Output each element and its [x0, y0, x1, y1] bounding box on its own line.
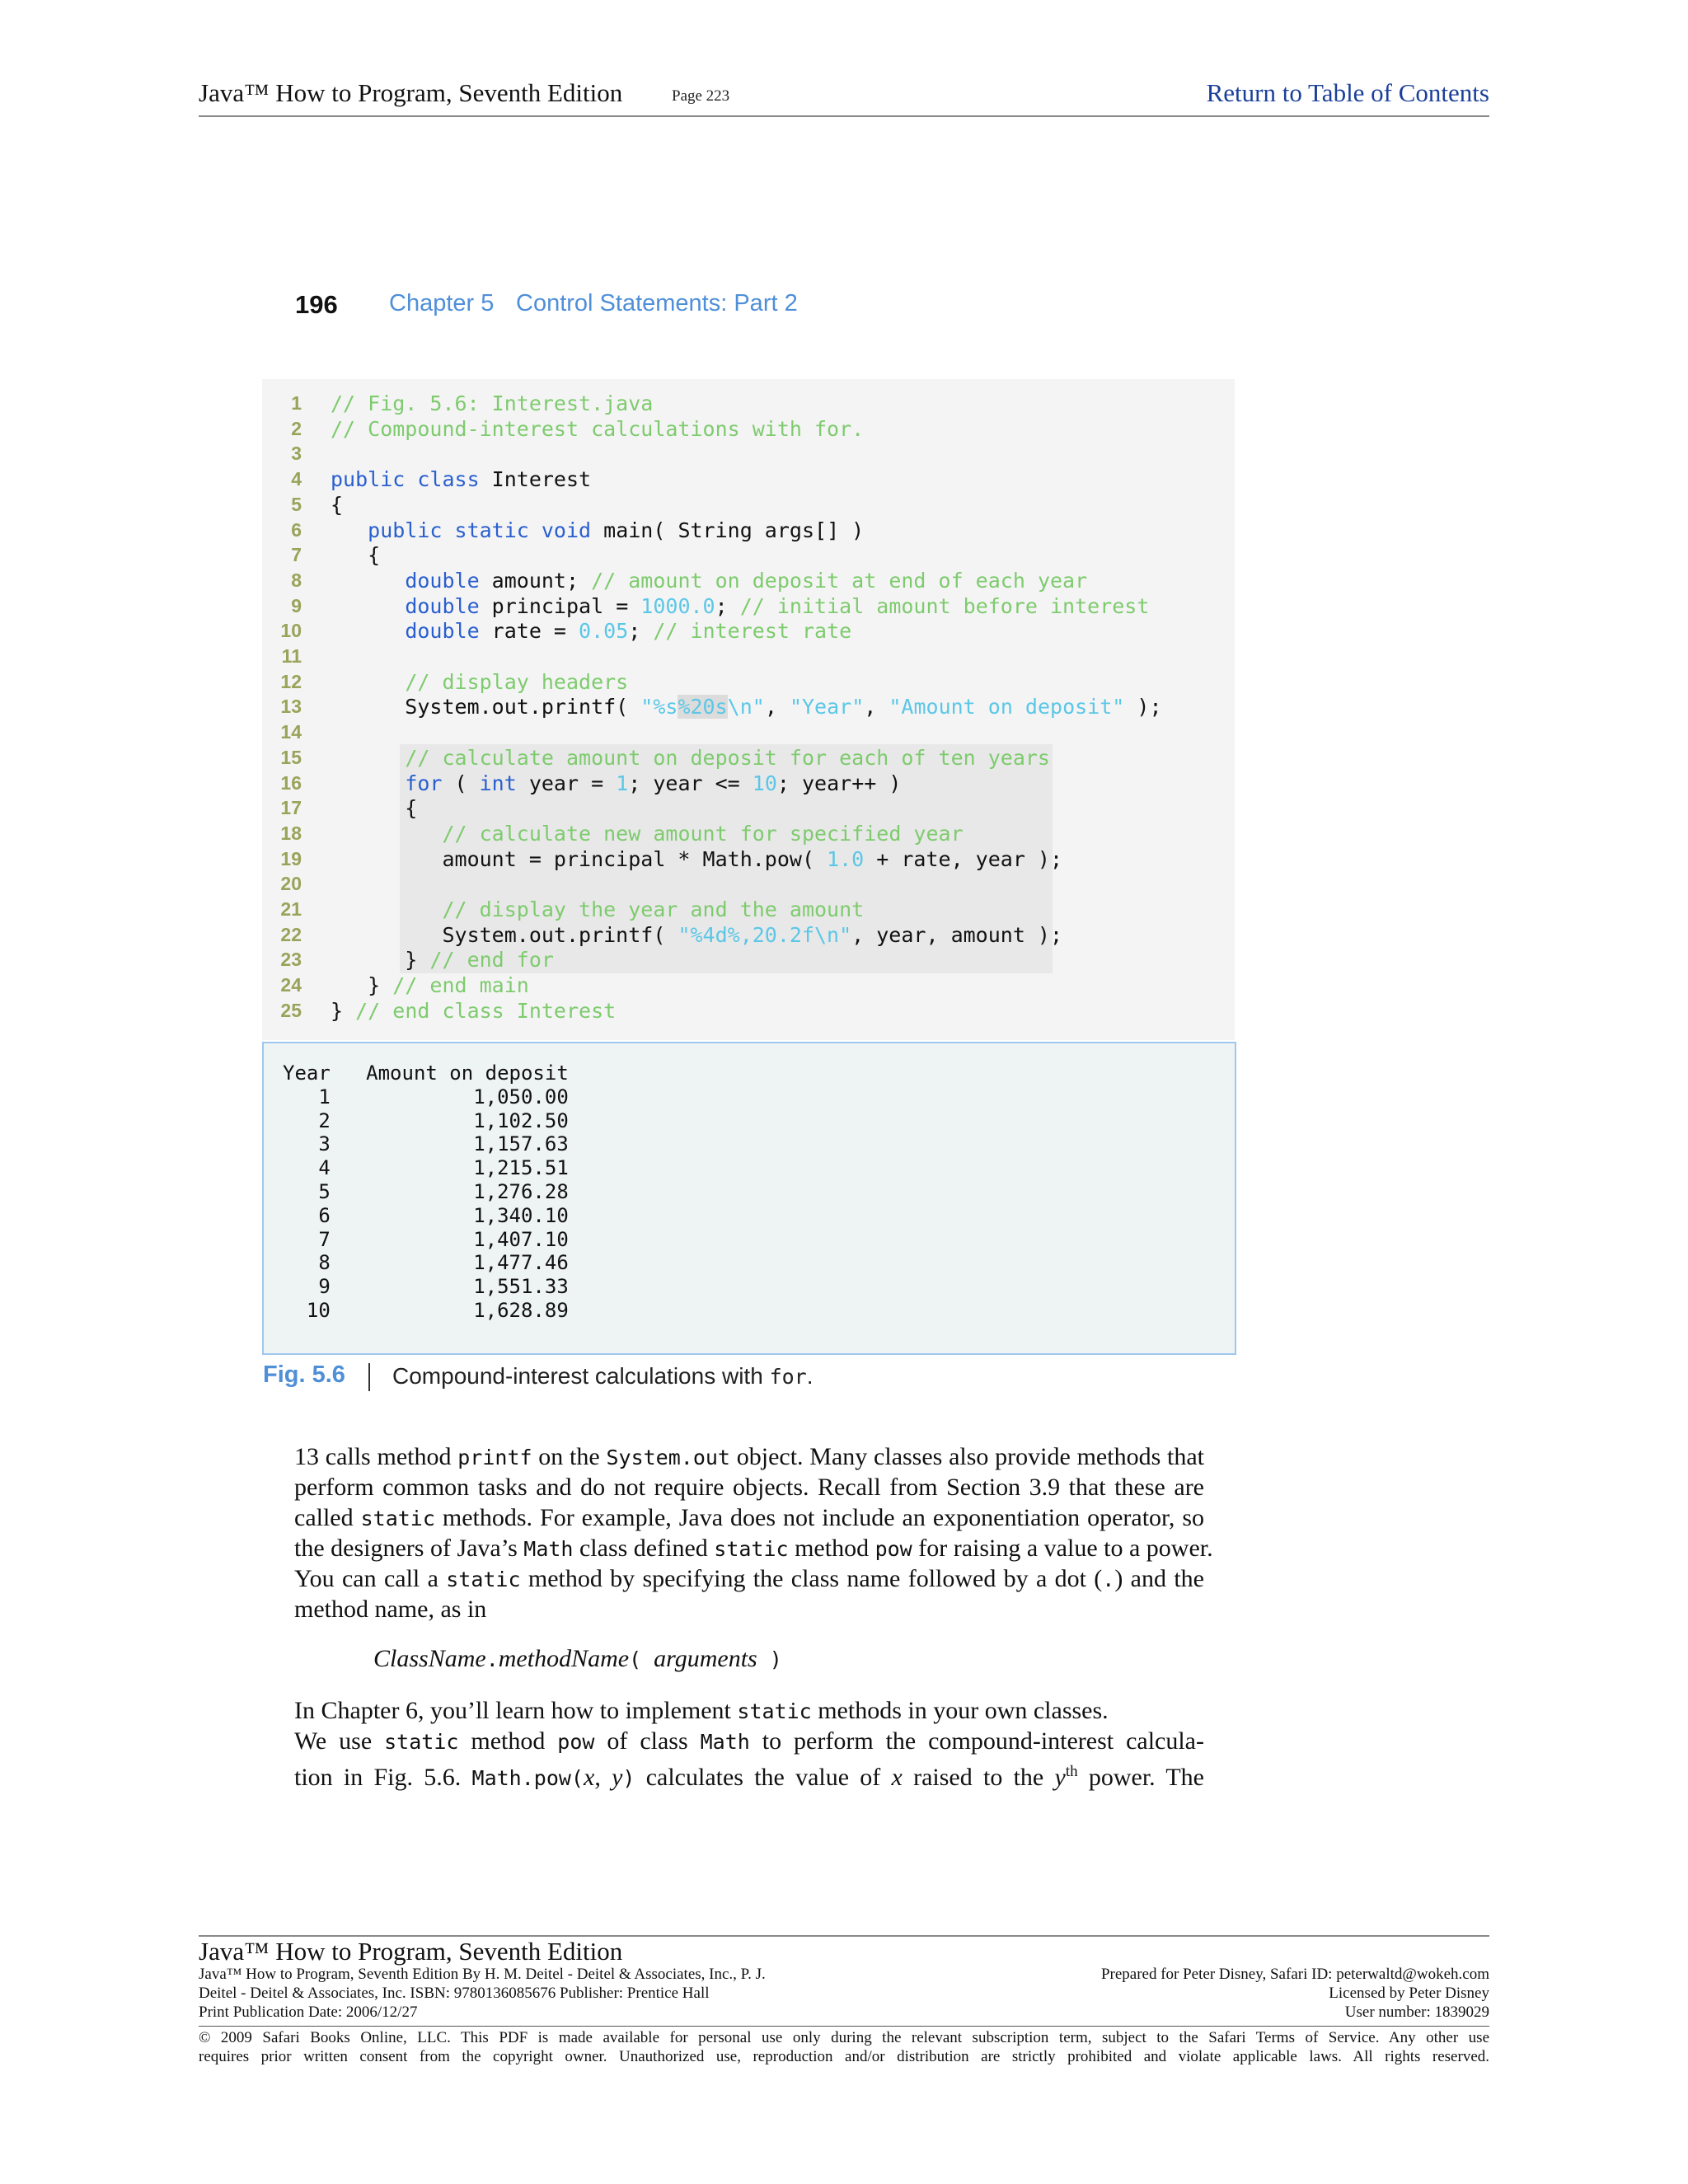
- code-token: + rate, year );: [864, 846, 1063, 871]
- code-line: [331, 923, 1062, 949]
- code-token: amount = principal * Math.pow(: [331, 846, 828, 871]
- chapter-title: Control Statements: Part 2: [516, 290, 798, 316]
- output-line: 7 1,407.10: [283, 1227, 569, 1251]
- text-run: ) and the: [1114, 1564, 1204, 1592]
- text-run: the designers of Java’s: [294, 1534, 524, 1562]
- output-line: 3 1,157.63: [283, 1132, 569, 1156]
- code-line: [331, 467, 591, 493]
- code-token: for: [405, 771, 443, 795]
- page-indicator: Page 223: [672, 87, 730, 105]
- code-token: ; year++ ): [776, 771, 902, 795]
- code-token: %20s: [678, 695, 728, 719]
- code-token: int: [479, 771, 517, 795]
- code-line: [331, 391, 653, 417]
- code-token: // display headers: [405, 669, 629, 694]
- code-line: [331, 518, 864, 544]
- code-token: // end class Interest: [355, 998, 617, 1023]
- caption-end: .: [806, 1363, 814, 1389]
- code-token: }: [331, 998, 356, 1023]
- text-run: calculates the value of: [635, 1763, 892, 1791]
- text-run: y: [1054, 1763, 1066, 1791]
- text-run: You can call a: [294, 1564, 447, 1592]
- code-token: {: [331, 492, 344, 517]
- code-token: );: [1124, 695, 1162, 719]
- line-number: 7: [291, 544, 302, 566]
- text-run: method: [788, 1534, 875, 1562]
- code-token: [331, 746, 405, 770]
- code-token: year =: [516, 771, 617, 795]
- code-token: [331, 594, 405, 618]
- line-number: 24: [280, 974, 302, 996]
- document-title: Java™ How to Program, Seventh Edition: [199, 78, 623, 107]
- code-token: 1: [616, 771, 629, 795]
- code-token: double: [405, 568, 480, 593]
- code-token: \n": [727, 695, 765, 719]
- output-line: 5 1,276.28: [283, 1180, 569, 1203]
- body-line: [294, 1563, 1204, 1595]
- line-number: 12: [280, 670, 302, 692]
- line-number: 10: [280, 620, 302, 642]
- code-token: [331, 898, 442, 921]
- code-token: (: [442, 771, 480, 795]
- body-line: [373, 1643, 782, 1675]
- code-token: Interest: [479, 467, 592, 492]
- text-run: method name, as in: [294, 1595, 487, 1623]
- text-run: raised to the: [902, 1763, 1055, 1791]
- line-number: 21: [280, 898, 302, 920]
- code-token: ; year <=: [628, 771, 753, 795]
- line-number: 14: [280, 721, 302, 743]
- text-run: 13 calls method: [294, 1443, 458, 1470]
- code-token: 1000.0: [640, 593, 715, 618]
- code-line: [331, 670, 628, 696]
- code-token: public class: [331, 467, 480, 492]
- text-run: methodName: [498, 1645, 630, 1672]
- footer-right-line: User number: 1839029: [1344, 2004, 1489, 2021]
- code-line: [331, 771, 901, 797]
- text-run: of class: [594, 1727, 701, 1755]
- line-number: 22: [280, 923, 302, 945]
- code-token: // calculate amount on deposit for each of ten years: [405, 745, 1050, 770]
- code-token: [331, 619, 405, 643]
- text-run: object. Many classes also provide methods that: [729, 1443, 1204, 1470]
- code-token: ,: [864, 695, 889, 719]
- copyright-line: © 2009 Safari Books Online, LLC. This PDF is made available for personal use only during the relevant subscription term, subject to the Safari Terms of Service. Any other use: [199, 2029, 1489, 2046]
- code-token: // end main: [392, 973, 529, 998]
- text-run: th: [1065, 1762, 1078, 1780]
- output-line: 10 1,628.89: [283, 1299, 569, 1322]
- body-line: [294, 1695, 1204, 1727]
- code-line: [331, 948, 554, 973]
- caption-separator: [368, 1363, 370, 1391]
- code-token: }: [331, 973, 393, 998]
- code-token: // initial amount before interest: [739, 593, 1150, 618]
- text-run: static: [384, 1729, 459, 1754]
- text-run: .: [485, 1647, 499, 1671]
- text-run: pow: [557, 1729, 595, 1754]
- line-number: 5: [291, 493, 302, 515]
- code-token: // calculate new amount for specified year: [442, 821, 964, 846]
- code-token: [331, 569, 405, 593]
- text-run: ): [622, 1765, 635, 1790]
- code-token: // Fig. 5.6: Interest.java: [331, 391, 654, 415]
- code-token: public static void: [368, 518, 592, 542]
- code-token: [331, 518, 368, 542]
- footer-rule: [199, 2026, 1489, 2027]
- text-run: arguments: [654, 1645, 757, 1672]
- code-token: double: [405, 593, 480, 618]
- code-token: [331, 771, 405, 795]
- code-line: [331, 543, 380, 569]
- line-number: 15: [280, 746, 302, 768]
- line-number: 13: [280, 696, 302, 718]
- text-run: static: [446, 1567, 521, 1591]
- line-number: 17: [280, 797, 302, 819]
- line-number: 23: [280, 949, 302, 971]
- code-token: // interest rate: [653, 619, 852, 644]
- line-number: 3: [291, 443, 302, 465]
- text-run: tion in Fig. 5.6.: [294, 1763, 472, 1791]
- chapter-label: Chapter 5: [389, 290, 495, 316]
- body-line: [294, 1726, 1204, 1757]
- text-run: to perform the compound-interest calcula-: [749, 1727, 1204, 1755]
- code-line: [331, 695, 1162, 720]
- code-token: System.out.printf(: [331, 922, 678, 947]
- footer-left-line: Java™ How to Program, Seventh Edition By H. M. Deitel - Deitel & Associates, Inc., P. J.: [199, 1966, 766, 1983]
- code-token: ;: [628, 619, 654, 644]
- line-number: 1: [291, 392, 302, 414]
- code-line: [331, 796, 417, 822]
- code-token: amount;: [479, 568, 592, 593]
- text-run: static: [360, 1506, 435, 1530]
- code-line: [331, 746, 1050, 771]
- text-run: on the: [532, 1443, 607, 1470]
- code-token: {: [331, 796, 418, 821]
- line-number: 16: [280, 771, 302, 794]
- text-run: for raising a value to a power.: [912, 1534, 1213, 1562]
- line-number: 2: [291, 417, 302, 439]
- code-token: System.out.printf(: [331, 695, 641, 719]
- footer-right-line: Prepared for Peter Disney, Safari ID: peterwaltd@wokeh.com: [1100, 1966, 1489, 1983]
- code-line: [331, 493, 343, 518]
- code-line: [331, 847, 1062, 873]
- body-line: [294, 1472, 1204, 1502]
- code-token: // end for: [429, 948, 554, 972]
- text-run: System.out: [606, 1446, 730, 1469]
- text-run: Math: [523, 1536, 574, 1561]
- code-token: "Year": [789, 695, 865, 719]
- line-number: 19: [280, 847, 302, 869]
- body-line: [294, 1502, 1204, 1534]
- header-rule: [199, 115, 1489, 117]
- code-line: [331, 619, 851, 644]
- body-line: [294, 1441, 1204, 1473]
- body-line: [294, 1756, 1204, 1793]
- code-line: [331, 973, 529, 999]
- output-line: 1 1,050.00: [283, 1085, 569, 1108]
- code-token: main( String args[] ): [591, 518, 865, 542]
- footer-left-line: Deitel - Deitel & Associates, Inc. ISBN: 9780136085676 Publisher: Prentice Hall: [199, 1985, 710, 2002]
- code-token: {: [331, 543, 381, 568]
- code-token: [331, 822, 442, 846]
- line-number: 20: [280, 873, 302, 895]
- copyright-line: requires prior written consent from the copyright owner. Unauthorized use, reproduction and/or distribution are strictly prohibited and violate applicable laws. All rights reserved.: [199, 2048, 1489, 2065]
- code-line: [331, 417, 864, 443]
- code-token: // Compound-interest calculations with for.: [331, 416, 865, 441]
- text-run: ,: [594, 1763, 612, 1791]
- line-number: 8: [291, 569, 302, 591]
- code-token: [331, 670, 405, 694]
- text-run: methods. For example, Java does not include an exponentiation operator, so: [434, 1503, 1204, 1531]
- text-run: perform common tasks and do not require objects. Recall from Section 3.9 that these are: [294, 1473, 1204, 1501]
- body-line: [294, 1533, 1213, 1564]
- text-run: y: [612, 1763, 623, 1791]
- figure-caption: [392, 1363, 814, 1390]
- code-token: ,: [764, 695, 790, 719]
- text-run: class defined: [573, 1534, 715, 1562]
- caption-code: for: [769, 1365, 807, 1389]
- text-run: method: [458, 1727, 558, 1755]
- code-token: , year, amount );: [851, 922, 1063, 947]
- code-line: [331, 999, 616, 1024]
- code-line: [331, 569, 1087, 594]
- line-number: 9: [291, 594, 302, 616]
- code-token: 1.0: [827, 846, 865, 871]
- text-run: We use: [294, 1727, 385, 1755]
- output-line: 9 1,551.33: [283, 1275, 569, 1299]
- code-token: 10: [752, 771, 777, 795]
- line-number: 18: [280, 822, 302, 844]
- code-token: "%s: [640, 695, 678, 719]
- text-run: Math.pow(: [471, 1765, 584, 1790]
- code-line: [331, 822, 964, 847]
- code-token: "%4d%,20.2f\n": [678, 922, 852, 947]
- text-run: power. The: [1077, 1763, 1204, 1791]
- book-page-number: 196: [295, 290, 338, 319]
- code-token: }: [331, 948, 430, 972]
- footer-left-line: Print Publication Date: 2006/12/27: [199, 2004, 418, 2021]
- footer-right-line: Licensed by Peter Disney: [1329, 1985, 1489, 2002]
- body-line: [294, 1594, 1204, 1624]
- text-run: Math: [700, 1729, 750, 1754]
- figure-label: Fig. 5.6: [263, 1361, 345, 1388]
- text-run: .: [1102, 1567, 1115, 1591]
- code-token: // display the year and the amount: [442, 898, 865, 921]
- text-run: printf: [457, 1446, 532, 1469]
- line-number: 25: [280, 999, 302, 1021]
- text-run: In Chapter 6, you’ll learn how to implement: [294, 1697, 738, 1724]
- line-number: 11: [281, 645, 302, 667]
- text-run: (: [629, 1647, 654, 1671]
- code-token: principal =: [479, 593, 641, 618]
- code-token: double: [405, 619, 480, 644]
- output-line: 2 1,102.50: [283, 1108, 569, 1132]
- line-number: 6: [291, 518, 302, 541]
- text-run: ClassName: [373, 1645, 486, 1672]
- table-of-contents-link[interactable]: Return to Table of Contents: [1206, 78, 1489, 107]
- text-run: ): [757, 1647, 782, 1671]
- code-token: rate =: [479, 619, 579, 644]
- code-token: "Amount on deposit": [889, 695, 1125, 719]
- text-run: methods in your own classes.: [811, 1697, 1109, 1724]
- code-token: // amount on deposit at end of each year: [591, 568, 1088, 593]
- output-line: 4 1,215.51: [283, 1156, 569, 1180]
- text-run: called: [294, 1503, 361, 1531]
- output-line: 6 1,340.10: [283, 1203, 569, 1227]
- text-run: pow: [874, 1536, 912, 1561]
- line-number: 4: [291, 468, 302, 490]
- text-run: static: [714, 1536, 789, 1561]
- text-run: static: [737, 1699, 812, 1723]
- output-line: Year Amount on deposit: [283, 1062, 569, 1085]
- code-line: [331, 594, 1149, 620]
- code-token: ;: [715, 593, 740, 618]
- code-line: [331, 898, 864, 923]
- code-token: 0.05: [579, 619, 629, 644]
- caption-text: Compound-interest calculations with: [392, 1363, 770, 1389]
- text-run: method by specifying the class name followed by a dot (: [520, 1564, 1103, 1592]
- footer-title: Java™ How to Program, Seventh Edition: [199, 1937, 623, 1966]
- text-run: x: [583, 1763, 595, 1791]
- output-line: 8 1,477.46: [283, 1251, 569, 1275]
- text-run: x: [891, 1763, 903, 1791]
